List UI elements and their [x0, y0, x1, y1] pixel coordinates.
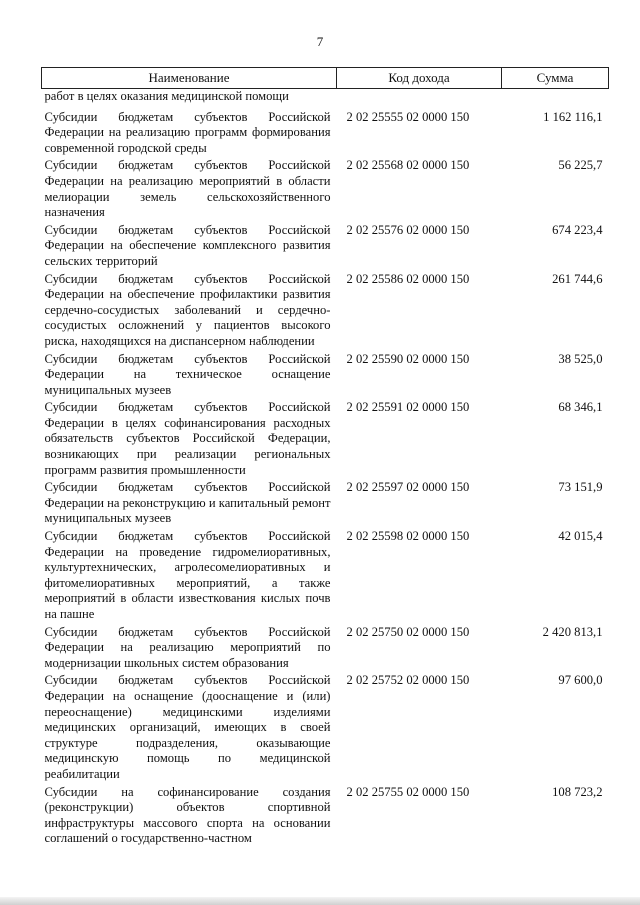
amount-cell: 38 525,0 — [558, 351, 603, 366]
page-number: 7 — [316, 34, 324, 49]
table-row — [42, 673, 609, 784]
revenue-table — [41, 67, 609, 849]
code-cell: 2 02 25576 02 0000 150 — [346, 222, 470, 237]
table-row — [42, 158, 609, 222]
table-row — [42, 785, 609, 849]
name-cell: Субсидии бюджетам субъектов Российской Федерации на техническое оснащение муниципальных музеев — [44, 351, 331, 397]
table-row — [42, 352, 609, 401]
code-cell: 2 02 25568 02 0000 150 — [346, 158, 470, 173]
code-cell: 2 02 25750 02 0000 150 — [346, 624, 470, 639]
table-row — [42, 480, 609, 529]
table-row — [42, 110, 609, 159]
code-cell: 2 02 25555 02 0000 150 — [346, 109, 470, 124]
code-cell: 2 02 25590 02 0000 150 — [346, 351, 470, 366]
amount-cell: 68 346,1 — [558, 400, 603, 415]
revenue-table-container — [41, 67, 608, 849]
table-row — [42, 272, 609, 352]
name-cell: Субсидии бюджетам субъектов Российской Федерации на реконструкцию и капитальный ремонт муниципальных музеев — [44, 480, 331, 526]
amount-cell: 2 420 813,1 — [542, 624, 603, 639]
name-cell: Субсидии на софинансирование создания (реконструкции) объектов спортивной инфраструктуры массового спорта на основании соглашений о государственно-частном — [44, 784, 331, 846]
table-body — [42, 89, 609, 849]
table-row — [42, 223, 609, 272]
code-cell: 2 02 25591 02 0000 150 — [346, 400, 470, 415]
name-cell: Субсидии бюджетам субъектов Российской Федерации на обеспечение комплексного развития сельских территорий — [44, 222, 331, 268]
name-cell: Субсидии бюджетам субъектов Российской Федерации в целях софинансирования расходных обязательств субъектов Российской Федерации, возникающих при реализации региональных программ развития промышленности — [44, 400, 331, 477]
name-cell: Субсидии бюджетам субъектов Российской Федерации на оснащение (дооснащение и (или) переоснащение) медицинскими изделиями медицинских организаций, имеющих в своей структуре подразделения, оказывающие медицинскую помощь по медицинской реабилитации — [44, 673, 331, 781]
code-cell: 2 02 25752 02 0000 150 — [346, 673, 470, 688]
code-cell: 2 02 25597 02 0000 150 — [346, 480, 470, 495]
amount-cell: 42 015,4 — [558, 529, 603, 544]
code-cell: 2 02 25598 02 0000 150 — [346, 529, 470, 544]
amount-cell: 1 162 116,1 — [543, 109, 603, 124]
header-name: Наименование — [42, 68, 337, 89]
name-cell: Субсидии бюджетам субъектов Российской Федерации на реализацию мероприятий по модернизации школьных систем образования — [44, 624, 331, 670]
table-row — [42, 529, 609, 625]
amount-cell: 73 151,9 — [558, 480, 603, 495]
table-row — [42, 400, 609, 480]
amount-cell: 97 600,0 — [558, 673, 603, 688]
table-header-row — [42, 68, 609, 89]
table-row — [42, 625, 609, 674]
page-bottom-edge — [0, 897, 640, 905]
amount-cell: 261 744,6 — [552, 271, 603, 286]
continuation-row — [42, 89, 609, 110]
header-amount: Сумма — [502, 68, 609, 89]
header-code: Код дохода — [337, 68, 502, 89]
amount-cell: 108 723,2 — [552, 784, 603, 799]
name-cell: Субсидии бюджетам субъектов Российской Федерации на реализацию мероприятий в области мелиорации земель сельскохозяйственного назначения — [44, 158, 331, 220]
continuation-text: работ в целях оказания медицинской помощи — [44, 89, 289, 103]
name-cell: Субсидии бюджетам субъектов Российской Федерации на реализацию программ формирования современной городской среды — [44, 109, 331, 155]
amount-cell: 674 223,4 — [552, 222, 603, 237]
amount-cell: 56 225,7 — [558, 158, 603, 173]
code-cell: 2 02 25755 02 0000 150 — [346, 784, 470, 799]
name-cell: Субсидии бюджетам субъектов Российской Федерации на обеспечение профилактики развития сердечно-сосудистых заболеваний и сердечно-сосудистых осложнений у пациентов высокого риска, находящихся на диспансерном наблюдении — [44, 271, 331, 348]
code-cell: 2 02 25586 02 0000 150 — [346, 271, 470, 286]
name-cell: Субсидии бюджетам субъектов Российской Федерации на проведение гидромелиоративных, культуртехнических, агролесомелиоративных и фитомелиоративных мероприятий, а также мероприятий в области известкования кислых почв на пашне — [44, 529, 331, 621]
